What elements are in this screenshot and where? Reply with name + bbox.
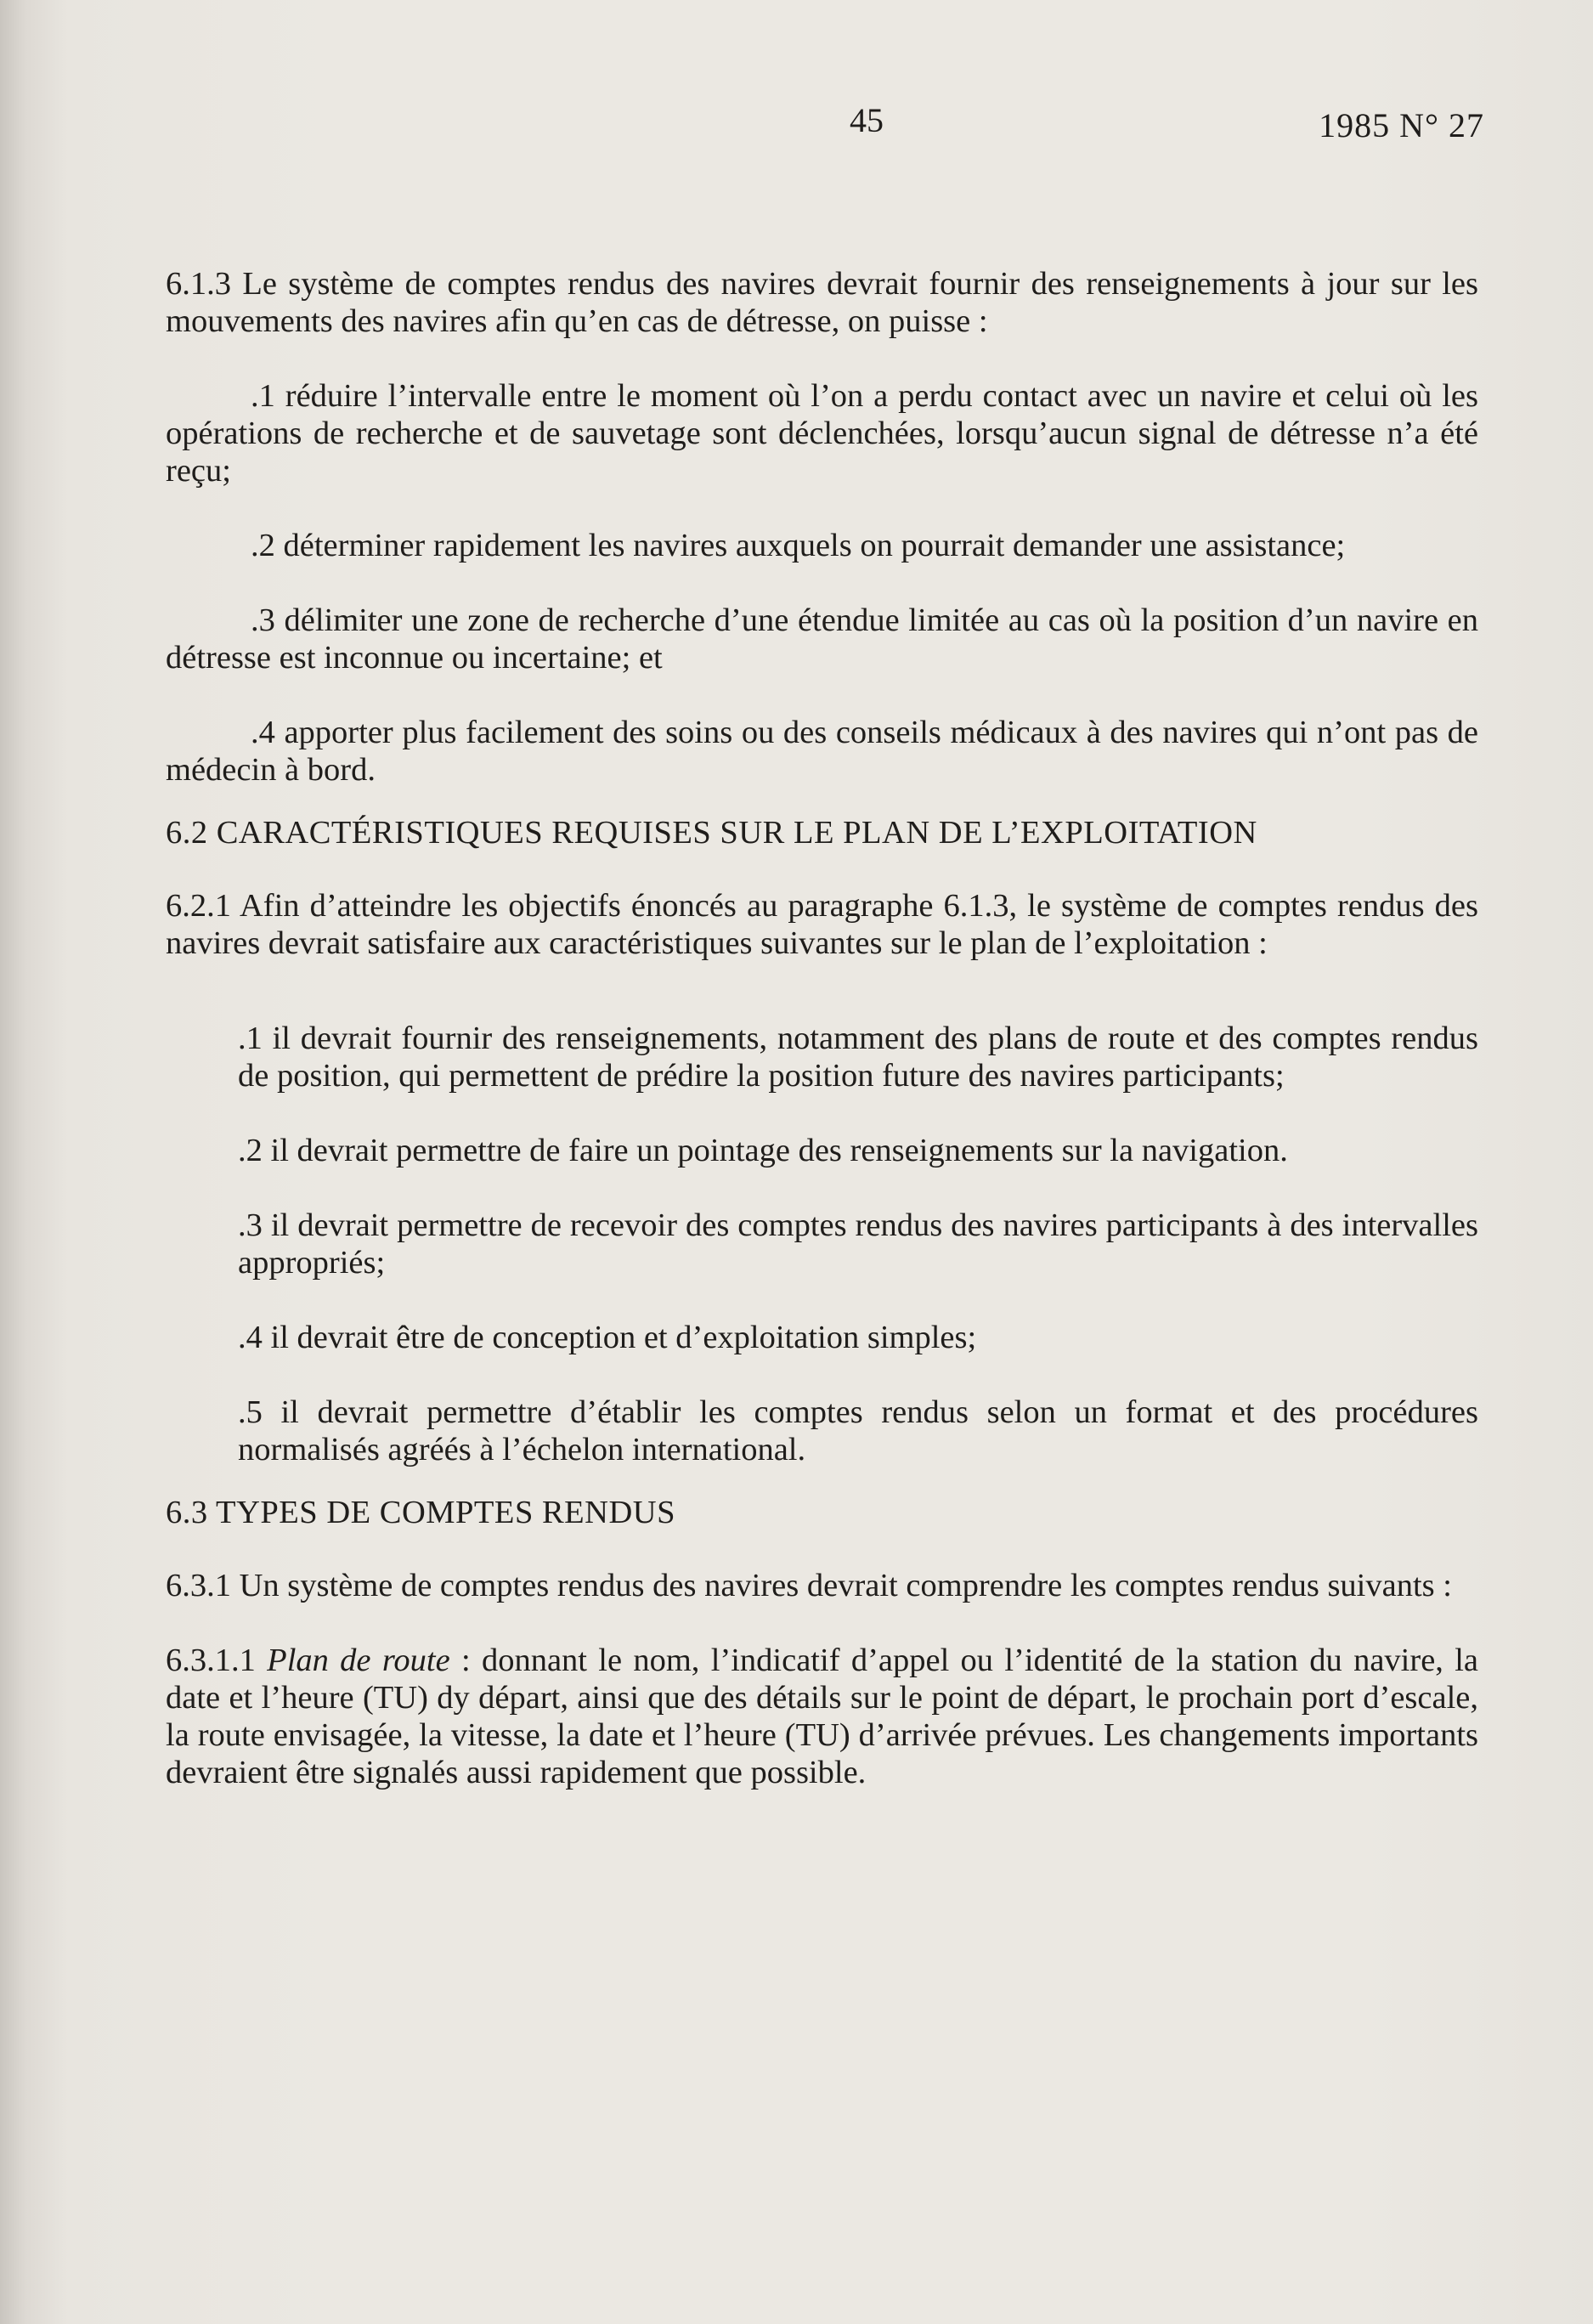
list-item-6-1-3-3: .3 délimiter une zone de recherche d’une étendue limitée au cas où la position d’un navire en détresse est inconnue ou incertaine; et bbox=[166, 602, 1478, 676]
list-item-6-2-1-3: .3 il devrait permettre de recevoir des comptes rendus des navires participants à des intervalles appropriés; bbox=[238, 1207, 1478, 1281]
list-item-6-2-1-1: .1 il devrait fournir des renseignements, notamment des plans de route et des comptes rendus de position, qui permettent de prédire la position future des navires participants; bbox=[238, 1021, 1478, 1094]
paragraph-6-1-3: 6.1.3 Le système de comptes rendus des navires devrait fournir des renseignements à jour sur les mouvements des navires afin qu’en cas de détresse, on puisse : bbox=[166, 266, 1478, 339]
paragraph-number: 6.3.1.1 bbox=[166, 1643, 268, 1678]
list-item-6-1-3-2: .2 déterminer rapidement les navires auxquels on pourrait demander une assistance; bbox=[251, 528, 1346, 563]
list-item-6-1-3-4: .4 apporter plus facilement des soins ou des conseils médicaux à des navires qui n’ont pas de médecin à bord. bbox=[166, 715, 1478, 788]
paragraph-6-3-1-1 bbox=[166, 1642, 1478, 1791]
page-body bbox=[166, 265, 1478, 1791]
paragraph-6-2-1: 6.2.1 Afin d’atteindre les objectifs énoncés au paragraphe 6.1.3, le système de comptes rendus des navires devrait satisfaire aux caractéristiques suivantes sur le plan de l’exploitation : bbox=[166, 888, 1478, 961]
section-heading-6-2: 6.2 CARACTÉRISTIQUES REQUISES SUR LE PLAN DE L’EXPLOITATION bbox=[166, 815, 1257, 851]
list-item-6-2-1-5: .5 il devrait permettre d’établir les comptes rendus selon un format et des procédures normalisés agréés à l’échelon international. bbox=[238, 1394, 1478, 1467]
page-number: 45 bbox=[850, 101, 884, 139]
section-heading-6-3: 6.3 TYPES DE COMPTES RENDUS bbox=[166, 1495, 676, 1530]
list-item-6-1-3-1: .1 réduire l’intervalle entre le moment où l’on a perdu contact avec un navire et celui où les opérations de recherche et de sauvetage sont déclenchées, lorsqu’aucun signal de détresse n’a été reçu; bbox=[166, 378, 1478, 489]
list-item-6-2-1-4: .4 il devrait être de conception et d’exploitation simples; bbox=[238, 1320, 977, 1355]
list-item-6-2-1-2: .2 il devrait permettre de faire un pointage des renseignements sur la navigation. bbox=[238, 1133, 1288, 1168]
paragraph-6-3-1: 6.3.1 Un système de comptes rendus des navires devrait comprendre les comptes rendus suivants : bbox=[166, 1568, 1452, 1603]
document-reference: 1985 N° 27 bbox=[1319, 106, 1484, 144]
term-plan-de-route: Plan de route bbox=[267, 1643, 450, 1678]
paragraph-text: : donnant le nom, l’indicatif d’appel ou l’identité de la station du navire, la date et l’heure (TU) dy départ, ainsi que des détails sur le point de départ, le prochain port d’escale, la route envisagée, la vitesse, la date et l’heure (TU) d’arrivée prévues. Les changements importants devraient être signalés aussi rapidement que possible. bbox=[166, 1643, 1478, 1790]
